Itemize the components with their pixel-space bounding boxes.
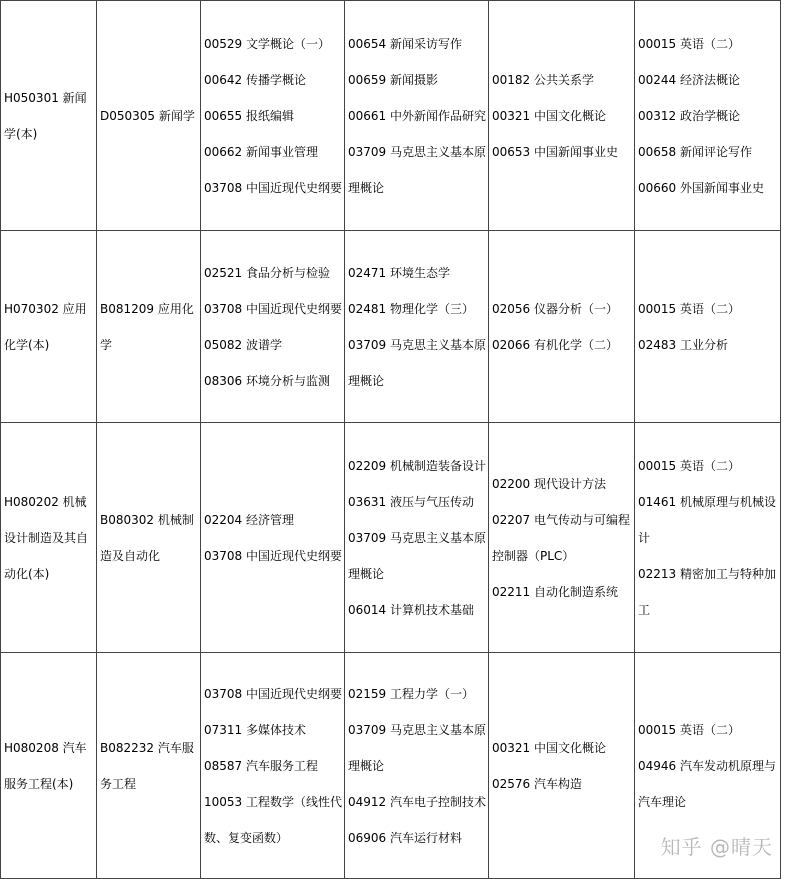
course-item: 08306 环境分析与监测 [204, 373, 330, 388]
major-new-cell: B080302 机械制造及自动化 [97, 423, 201, 653]
course-cell-col3 [201, 423, 345, 653]
course-item: 00661 中外新闻作品研究 [348, 108, 486, 123]
course-item: 00529 文学概论（一） [204, 36, 330, 51]
course-item: 02483 工业分析 [638, 337, 728, 352]
course-item: 01461 机械原理与机械设计 [638, 494, 776, 545]
course-item: 02200 现代设计方法 [492, 476, 606, 491]
course-item: 00312 政治学概论 [638, 108, 740, 123]
course-item: 03709 马克思主义基本原理概论 [348, 337, 486, 388]
course-item: 00321 中国文化概论 [492, 740, 606, 755]
course-table-body [1, 1, 781, 879]
course-item: 03709 马克思主义基本原理概论 [348, 144, 486, 195]
course-item: 06014 计算机技术基础 [348, 602, 474, 617]
course-item: 05082 波谱学 [204, 337, 282, 352]
course-item: 02159 工程力学（一） [348, 686, 474, 701]
course-cell-col6 [635, 423, 781, 653]
course-item: 00654 新闻采访写作 [348, 36, 462, 51]
course-cell-col5 [489, 1, 635, 231]
course-item: 03708 中国近现代史纲要 [204, 180, 342, 195]
major-old-cell: H080202 机械设计制造及其自动化(本) [1, 423, 97, 653]
course-cell-col3 [201, 1, 345, 231]
table-row [1, 231, 781, 423]
course-cell-col6 [635, 231, 781, 423]
course-cell-col4 [345, 1, 489, 231]
course-item: 00660 外国新闻事业史 [638, 180, 764, 195]
course-item: 00658 新闻评论写作 [638, 144, 752, 159]
course-item: 00015 英语（二） [638, 722, 740, 737]
course-item: 02576 汽车构造 [492, 776, 582, 791]
table-row [1, 423, 781, 653]
course-item: 02213 精密加工与特种加工 [638, 566, 776, 617]
major-old-cell: H080208 汽车服务工程(本) [1, 653, 97, 879]
course-item: 00015 英语（二） [638, 36, 740, 51]
table-row [1, 1, 781, 231]
course-item: 00182 公共关系学 [492, 72, 594, 87]
course-item: 00642 传播学概论 [204, 72, 306, 87]
course-item: 02209 机械制造装备设计 [348, 458, 486, 473]
course-item: 03709 马克思主义基本原理概论 [348, 722, 486, 773]
course-item: 02471 环境生态学 [348, 265, 450, 280]
course-item: 00662 新闻事业管理 [204, 144, 318, 159]
course-item: 06906 汽车运行材料 [348, 830, 462, 845]
watermark-text: 知乎 @晴天 [660, 835, 773, 859]
course-item: 02207 电气传动与可编程控制器（PLC） [492, 512, 630, 563]
course-item: 03708 中国近现代史纲要 [204, 686, 342, 701]
course-item: 02481 物理化学（三） [348, 301, 474, 316]
course-cell-col5 [489, 423, 635, 653]
course-cell-col4 [345, 423, 489, 653]
course-cell-col4 [345, 653, 489, 879]
course-item: 03708 中国近现代史纲要 [204, 548, 342, 563]
major-new-cell: D050305 新闻学 [97, 1, 201, 231]
course-item: 03709 马克思主义基本原理概论 [348, 530, 486, 581]
course-item: 07311 多媒体技术 [204, 722, 306, 737]
major-new-cell: B081209 应用化学 [97, 231, 201, 423]
course-item: 02211 自动化制造系统 [492, 584, 618, 599]
course-cell-col5 [489, 231, 635, 423]
major-old-cell: H050301 新闻学(本) [1, 1, 97, 231]
course-item: 03631 液压与气压传动 [348, 494, 474, 509]
course-cell-col3 [201, 653, 345, 879]
course-item: 00655 报纸编辑 [204, 108, 294, 123]
course-cell-col6 [635, 1, 781, 231]
course-item: 04912 汽车电子控制技术 [348, 794, 486, 809]
major-new-cell: B082232 汽车服务工程 [97, 653, 201, 879]
course-item: 02521 食品分析与检验 [204, 265, 330, 280]
course-cell-col3 [201, 231, 345, 423]
course-item: 03708 中国近现代史纲要 [204, 301, 342, 316]
course-item: 00244 经济法概论 [638, 72, 740, 87]
course-item: 00321 中国文化概论 [492, 108, 606, 123]
course-item: 02204 经济管理 [204, 512, 294, 527]
course-item: 00015 英语（二） [638, 301, 740, 316]
course-item: 00653 中国新闻事业史 [492, 144, 618, 159]
course-item: 00659 新闻摄影 [348, 72, 438, 87]
course-cell-col4 [345, 231, 489, 423]
course-item: 08587 汽车服务工程 [204, 758, 318, 773]
major-old-cell: H070302 应用化学(本) [1, 231, 97, 423]
course-item: 02056 仪器分析（一） [492, 301, 618, 316]
course-item: 00015 英语（二） [638, 458, 740, 473]
course-item: 10053 工程数学（线性代数、复变函数） [204, 794, 342, 845]
course-item: 04946 汽车发动机原理与汽车理论 [638, 758, 776, 809]
course-cell-col5 [489, 653, 635, 879]
course-item: 02066 有机化学（二） [492, 337, 618, 352]
